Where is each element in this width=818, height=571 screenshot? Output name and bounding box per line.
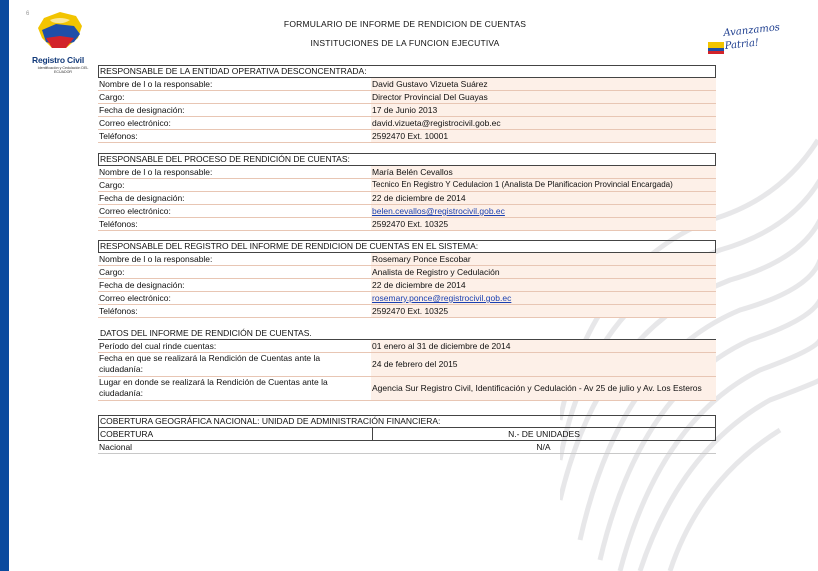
table-row [98,305,716,318]
table-row [98,192,716,205]
table-row [98,117,716,130]
column-header-units: N.- DE UNIDADES [372,428,715,440]
field-value: 2592470 Ext. 10325 [371,218,716,230]
field-label: Nombre de l o la responsable: [99,254,213,264]
field-value: 2592470 Ext. 10001 [371,130,716,142]
table-header-row [98,428,716,441]
table-row [98,179,716,192]
email-link[interactable]: rosemary.ponce@registrocivil.gob.ec [372,293,512,303]
field-value: 22 de diciembre de 2014 [371,192,716,204]
field-label: Fecha de designación: [99,280,185,290]
form-title: FORMULARIO DE INFORME DE RENDICION DE CUENTAS [283,19,527,29]
field-value: David Gustavo Vizueta Suárez [371,78,716,90]
ecuador-map-icon [30,8,92,56]
field-label: Fecha de designación: [99,193,185,203]
email-link[interactable]: belen.cevallos@registrocivil.gob.ec [372,206,505,216]
field-value: María Belén Cevallos [371,166,716,178]
field-label: Período del cual rinde cuentas: [99,341,217,351]
table-row [98,279,716,292]
field-value: 22 de diciembre de 2014 [371,279,716,291]
section-title: RESPONSABLE DEL PROCESO DE RENDICIÓN DE CUENTAS: [98,153,716,166]
coverage-value: Nacional [99,442,133,452]
field-value: 24 de febrero del 2015 [371,353,716,376]
table-row [98,353,716,377]
table-row [98,205,716,218]
section-system-responsible [98,240,716,318]
left-accent-bar [0,0,9,571]
field-label: Teléfonos: [99,131,138,141]
field-label: Cargo: [99,92,125,102]
section-geographic-coverage [98,415,716,454]
field-label: Lugar en donde se realizará la Rendición de Cuentas ante la ciudadanía: [99,377,328,398]
corner-mark: 6 [26,11,30,17]
field-label: Cargo: [99,180,125,190]
table-row [98,166,716,179]
field-value: Agencia Sur Registro Civil, Identificación y Cedulación - Av 25 de julio y Av. Los Esteros [371,377,716,400]
registro-civil-logo [30,8,92,74]
field-value: Director Provincial Del Guayas [371,91,716,103]
email-value: david.vizueta@registrocivil.gob.ec [371,117,716,129]
section-title: RESPONSABLE DE LA ENTIDAD OPERATIVA DESCONCENTRADA: [98,65,716,78]
field-label: Nombre de l o la responsable: [99,167,213,177]
section-title: COBERTURA GEOGRÁFICA NACIONAL: UNIDAD DE ADMINISTRACIÓN FINANCIERA: [98,415,716,428]
column-header-coverage: COBERTURA [100,429,154,439]
table-row [98,104,716,117]
table-row [98,266,716,279]
field-value: 2592470 Ext. 10325 [371,305,716,317]
field-label: Cargo: [99,267,125,277]
section-process-responsible [98,153,716,231]
patria-slogan: Avanzamos Patria! [722,22,781,52]
field-label: Teléfonos: [99,306,138,316]
field-label: Correo electrónico: [99,293,171,303]
table-row [98,292,716,305]
table-row [98,377,716,401]
field-value: Rosemary Ponce Escobar [371,253,716,265]
patria-logo [706,18,782,66]
field-label: Teléfonos: [99,219,138,229]
table-row [98,78,716,91]
table-row [98,130,716,143]
section-entity-responsible [98,65,716,143]
registro-civil-name: Registro Civil [32,55,84,65]
section-report-data [98,328,716,401]
table-row [98,441,716,454]
field-label: Fecha de designación: [99,105,185,115]
field-value: 01 enero al 31 de diciembre de 2014 [371,340,716,352]
field-value: 17 de Junio 2013 [371,104,716,116]
table-row [98,91,716,104]
field-label: Nombre de l o la responsable: [99,79,213,89]
form-subtitle: INSTITUCIONES DE LA FUNCION EJECUTIVA [310,38,500,48]
field-label: Correo electrónico: [99,206,171,216]
section-title: DATOS DEL INFORME DE RENDICIÓN DE CUENTAS. [100,328,312,338]
table-row [98,339,716,353]
units-value: N/A [536,442,551,452]
field-label: Correo electrónico: [99,118,171,128]
field-value: Analista de Registro y Cedulación [371,266,716,278]
field-value: Tecnico En Registro Y Cedulacion 1 (Analista De Planificacion Provincial Encargada) [371,179,716,191]
table-row [98,253,716,266]
table-row [98,218,716,231]
registro-civil-subtitle: Identificación y Cedulación DEL ECUADOR [37,66,89,74]
field-label: Fecha en que se realizará la Rendición de Cuentas ante la ciudadanía: [99,353,321,374]
section-title: RESPONSABLE DEL REGISTRO DEL INFORME DE RENDICION DE CUENTAS EN EL SISTEMA: [98,240,716,253]
